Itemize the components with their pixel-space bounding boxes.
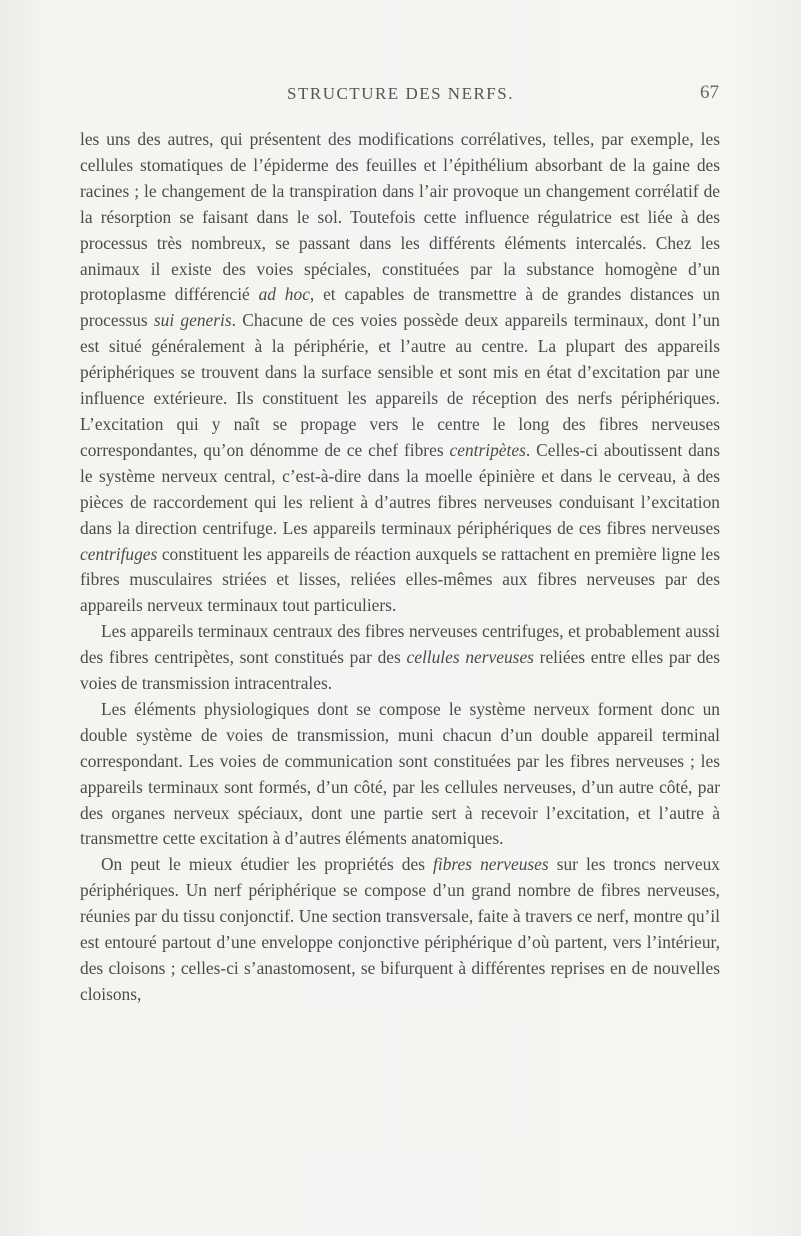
text-run: Les appareils terminaux centraux des fibres nerveuses centrifuges, et probablement aussi des fibres centripètes, sont constitués par des xyxy=(80,621,720,668)
text-run: On peut le mieux étudier les propriétés des xyxy=(101,854,434,875)
text-run: les uns des autres, qui présentent des modifications corrélatives, telles, par exemple, les cellules stomatiques de l’épiderme des feuilles et l’épithélium absorbant de la gaine des racines ; le changement de la transpiration dans l’air provoque un changement corrélatif de la résorption se faisant dans le sol. Toutefois cette influence régulatrice est liée à des processus très nombreux, se passant dans les différents éléments intercalés. Chez les animaux il existe des voies spéciales, constituées par la substance homogène d’un protoplasme différencié xyxy=(80,129,720,305)
paragraph xyxy=(80,697,720,852)
text-run: , et capables de transmettre à de grandes distances un processus xyxy=(80,284,720,331)
italic-term: centripètes xyxy=(449,439,526,460)
text-run: . Celles-ci aboutissent dans le système nerveux central, c’est-à-dire dans la moelle épinière et dans le cerveau, à des pièces de raccordement qui les relient à d’autres fibres nerveuses conduisant l’excitation dans la direction centrifuge. Les appareils terminaux périphériques de ces fibres nerveuses xyxy=(80,439,720,538)
text-run: reliées entre elles par des voies de transmission intracentrales. xyxy=(80,647,720,694)
text-run: sur les troncs nerveux périphériques. Un nerf périphérique se compose d’un grand nombre de fibres nerveuses, réunies par du tissu conjonctif. Une section transversale, faite à travers ce nerf, montre qu’il est entouré partout d’une enveloppe conjonctive périphérique d’où partent, vers l’intérieur, des cloisons ; celles-ci s’anastomosent, se bifurquent à différentes reprises en de nouvelles cloisons, xyxy=(80,854,720,1004)
body-text xyxy=(80,127,720,1008)
paragraph xyxy=(80,852,720,1007)
paragraph xyxy=(80,619,720,697)
italic-term: cellules nerveuses xyxy=(406,647,534,668)
running-title: STRUCTURE DES NERFS. xyxy=(287,84,514,103)
text-run: constituent les appareils de réaction auxquels se rattachent en première ligne les fibres musculaires striées et lisses, reliées elles-mêmes aux fibres nerveuses par des appareils nerveux terminaux tout particuliers. xyxy=(80,543,720,616)
italic-term: centrifuges xyxy=(80,543,158,564)
paragraph xyxy=(80,127,720,619)
page-number: 67 xyxy=(700,82,719,103)
text-run: . Chacune de ces voies possède deux appareils terminaux, dont l’un est situé généralement à la périphérie, et l’autre au centre. La plupart des appareils périphériques se trouvent dans la surface sensible et sont mis en état d’excitation par une influence extérieure. Ils constituent les appareils de réception des nerfs périphériques. L’excitation qui y naît se propage vers le centre le long des fibres nerveuses correspondantes, qu’on dénomme de ce chef fibres xyxy=(80,310,721,460)
italic-term: ad hoc xyxy=(258,284,310,305)
italic-term: fibres nerveuses xyxy=(433,854,549,875)
text-run: Les éléments physiologiques dont se compose le système nerveux forment donc un double système de voies de transmission, muni chacun d’un double appareil terminal correspondant. Les voies de communication sont constituées par les fibres nerveuses ; les appareils terminaux sont formés, d’un côté, par les cellules nerveuses, d’un autre côté, par des organes nerveux spéciaux, dont une partie sert à recevoir l’excitation, et l’autre à transmettre cette excitation à d’autres éléments anatomiques. xyxy=(80,698,720,849)
page-header xyxy=(0,84,801,108)
italic-term: sui generis xyxy=(153,310,232,331)
